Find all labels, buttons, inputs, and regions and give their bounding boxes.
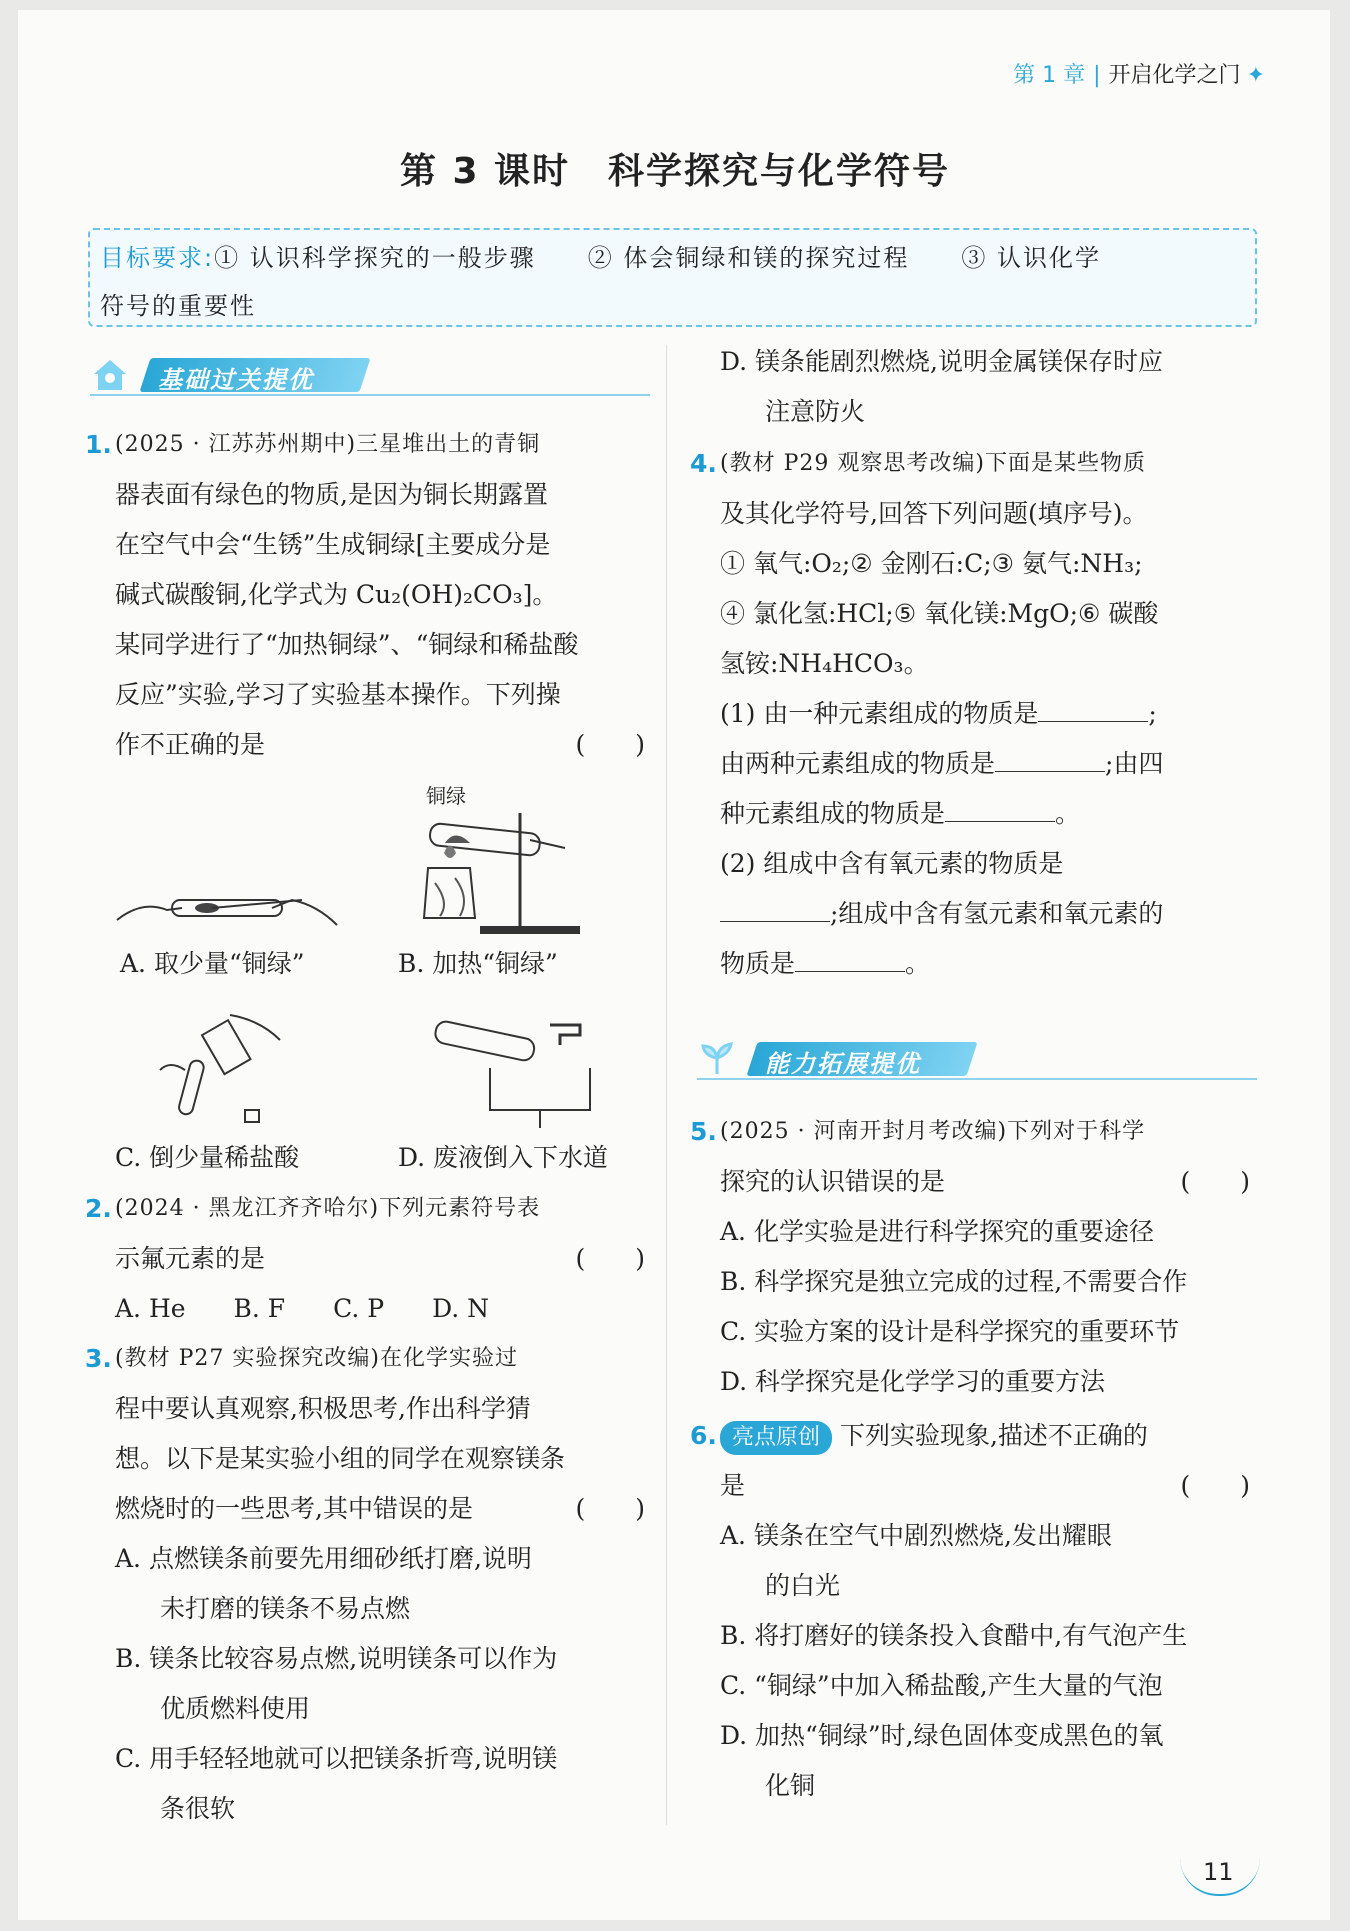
lesson-title: 第 3 课时 科学探究与化学符号 — [399, 151, 951, 192]
q4-part1: 种元素组成的物质是 — [720, 799, 946, 828]
section-ability-title: 能力拓展提优 — [765, 1050, 921, 1078]
option: C. “铜绿”中加入稀盐酸,产生大量的气泡 — [720, 1671, 1163, 1700]
option-cont: 未打磨的镁条不易点燃 — [160, 1594, 411, 1623]
option: B. 将打磨好的镁条投入食醋中,有气泡产生 — [720, 1621, 1188, 1650]
option: C. 实验方案的设计是科学探究的重要环节 — [720, 1317, 1180, 1346]
q1-line: 某同学进行了“加热铜绿”、“铜绿和稀盐酸 — [115, 630, 579, 659]
question-5 — [690, 1107, 1255, 1407]
q2-options — [115, 1284, 650, 1334]
answer-blank[interactable] — [795, 941, 905, 972]
option: D. 加热“铜绿”时,绿色固体变成黑色的氧 — [720, 1721, 1164, 1750]
chapter-label: 第 1 章 — [1013, 63, 1086, 88]
goal-box — [88, 228, 1257, 327]
section-basic — [90, 352, 650, 396]
chapter-header: 第 1 章 | 开启化学之门 ✦ — [1013, 63, 1265, 88]
goal-line-2: 符号的重要性 — [100, 292, 256, 320]
chapter-title: 开启化学之门 — [1108, 63, 1241, 88]
right-column-lower — [690, 1107, 1255, 1811]
option: D. 镁条能剧烈燃烧,说明金属镁保存时应 — [720, 347, 1163, 376]
option: B. 科学探究是独立完成的过程,不需要合作 — [720, 1267, 1188, 1296]
q3-line: 燃烧时的一些思考,其中错误的是 — [115, 1494, 473, 1523]
figure-caption-d: D. 废液倒入下水道 — [398, 1143, 609, 1172]
q2-line: (2024 · 黑龙江齐齐哈尔)下列元素符号表 — [115, 1196, 541, 1221]
answer-paren: ( ) — [575, 730, 645, 759]
option-cont: 条很软 — [160, 1794, 236, 1823]
figure-b-heat — [400, 808, 590, 938]
option: A. He — [115, 1294, 186, 1323]
q6-line: 下列实验现象,描述不正确的 — [839, 1421, 1148, 1450]
question-1 — [85, 420, 650, 770]
option: D. N — [432, 1294, 490, 1323]
figure-d-waste-drain — [430, 1020, 600, 1130]
option: C. P — [333, 1294, 385, 1323]
question-number: 5. — [690, 1117, 717, 1146]
figure-label-tonglv: 铜绿 — [426, 784, 466, 808]
option: C. 用手轻轻地就可以把镁条折弯,说明镁 — [115, 1744, 558, 1773]
house-icon — [90, 356, 130, 392]
q4-line: ① 氧气:O₂;② 金刚石:C;③ 氨气:NH₃; — [720, 549, 1143, 578]
option-cont: 优质燃料使用 — [160, 1694, 311, 1723]
question-6 — [690, 1411, 1255, 1811]
answer-paren: ( ) — [1180, 1167, 1250, 1196]
left-column-lower — [85, 1184, 650, 1834]
question-number: 6. — [690, 1421, 717, 1450]
question-number: 4. — [690, 449, 717, 478]
q5-line: 探究的认识错误的是 — [720, 1167, 946, 1196]
question-number: 1. — [85, 430, 112, 459]
q1-line: 反应”实验,学习了实验基本操作。下列操 — [115, 680, 561, 709]
q3-line: (教材 P27 实验探究改编)在化学实验过 — [115, 1346, 518, 1371]
question-number: 3. — [85, 1344, 112, 1373]
q1-line: 在空气中会“生锈”生成铜绿[主要成分是 — [115, 530, 551, 559]
q4-part2: ;组成中含有氢元素和氧元素的 — [830, 899, 1164, 928]
goal-line-1: ① 认识科学探究的一般步骤 ② 体会铜绿和镁的探究过程 ③ 认识化学 — [214, 244, 1101, 272]
figure-a-take-sample — [112, 870, 342, 940]
q3-line: 想。以下是某实验小组的同学在观察镁条 — [115, 1444, 566, 1473]
question-2 — [85, 1184, 650, 1334]
answer-paren: ( ) — [575, 1494, 645, 1523]
q1-line: (2025 · 江苏苏州期中)三星堆出土的青铜 — [115, 432, 541, 457]
q1-line: 器表面有绿色的物质,是因为铜长期露置 — [115, 480, 548, 509]
q4-line: 氢铵:NH₄HCO₃。 — [720, 649, 929, 678]
sprout-icon — [697, 1040, 737, 1076]
q6-line: 是 — [720, 1471, 746, 1500]
figure-c-pour-acid — [150, 1010, 300, 1130]
page-number: 11 — [1203, 1858, 1234, 1886]
answer-paren: ( ) — [575, 1244, 645, 1273]
question-4: 4. (教材 P29 观察思考改编)下面是某些物质 及其化学符号,回答下列问题(填序号)。 ① 氧气:O₂;② 金刚石:C;③ 氨气:NH₃; ④ 氯化氢:HCl;⑤ 氧化镁:MgO;⑥ 碳酸 氢铵:NH₄HCO₃。 (1) 由一种元素组成的物质是 ; 由两种元素组成的物质是 ;由四 种元素组成的物质是 。 (2) 组成中含有氧元素的物质是 ;组成中含有氢元素和氧元素的 物质是 。 — [690, 439, 1255, 989]
q4-part2: (2) 组成中含有氧元素的物质是 — [720, 849, 1064, 878]
column-divider — [666, 345, 667, 1825]
q4-part2: 物质是 — [720, 949, 796, 978]
figure-caption-b: B. 加热“铜绿” — [398, 949, 558, 978]
q4-part1: ;由四 — [1105, 749, 1164, 778]
answer-paren: ( ) — [1180, 1471, 1250, 1500]
answer-blank[interactable] — [720, 891, 830, 922]
q1-line: 作不正确的是 — [115, 730, 266, 759]
highlight-badge: 亮点原创 — [720, 1421, 832, 1455]
option: A. 点燃镁条前要先用细砂纸打磨,说明 — [115, 1544, 532, 1573]
q4-line: ④ 氯化氢:HCl;⑤ 氧化镁:MgO;⑥ 碳酸 — [720, 599, 1159, 628]
right-column — [690, 337, 1255, 989]
figure-caption-a: A. 取少量“铜绿” — [120, 949, 305, 978]
q5-line: (2025 · 河南开封月考改编)下列对于科学 — [720, 1119, 1146, 1144]
answer-blank[interactable] — [1038, 691, 1148, 722]
section-basic-title: 基础过关提优 — [158, 366, 314, 394]
option: D. 科学探究是化学学习的重要方法 — [720, 1367, 1106, 1396]
q2-line: 示氟元素的是 — [115, 1244, 266, 1273]
answer-blank[interactable] — [945, 791, 1055, 822]
q4-line: 及其化学符号,回答下列问题(填序号)。 — [720, 499, 1148, 528]
section-ability — [697, 1036, 1257, 1080]
option: B. 镁条比较容易点燃,说明镁条可以作为 — [115, 1644, 558, 1673]
option-cont: 的白光 — [765, 1571, 841, 1600]
answer-blank[interactable] — [995, 741, 1105, 772]
left-column — [85, 420, 650, 770]
q4-part1: (1) 由一种元素组成的物质是 — [720, 699, 1039, 728]
sparkle-icon: ✦ — [1246, 63, 1265, 88]
question-3 — [85, 1334, 650, 1834]
q3-line: 程中要认真观察,积极思考,作出科学猜 — [115, 1394, 531, 1423]
q1-line: 碱式碳酸铜,化学式为 Cu₂(OH)₂CO₃]。 — [115, 580, 558, 609]
option-cont: 化铜 — [765, 1771, 816, 1800]
goal-label: 目标要求: — [100, 244, 215, 272]
question-number: 2. — [85, 1194, 112, 1223]
option: B. F — [233, 1294, 286, 1323]
q4-line: (教材 P29 观察思考改编)下面是某些物质 — [720, 451, 1146, 476]
figure-caption-c: C. 倒少量稀盐酸 — [115, 1143, 300, 1172]
q4-part1: 由两种元素组成的物质是 — [720, 749, 996, 778]
option-cont: 注意防火 — [765, 397, 866, 426]
option: A. 化学实验是进行科学探究的重要途径 — [720, 1217, 1154, 1246]
option: A. 镁条在空气中剧烈燃烧,发出耀眼 — [720, 1521, 1112, 1550]
